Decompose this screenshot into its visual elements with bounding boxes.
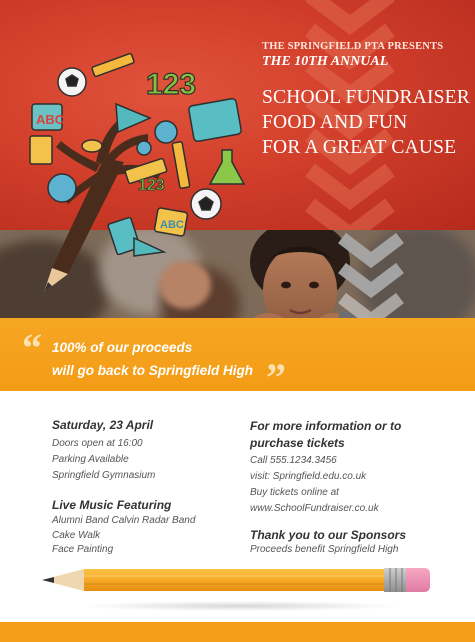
- numbers-label: 123: [138, 177, 165, 194]
- event-detail-venue: Springfield Gymnasium: [52, 470, 156, 481]
- abc-block-label-1: ABC: [36, 112, 65, 127]
- annual-text: THE 10TH ANNUAL: [262, 54, 389, 69]
- music-heading: Live Music Featuring: [52, 498, 172, 512]
- contact-details: [250, 418, 406, 558]
- headline: [262, 85, 470, 160]
- music-item-facepainting: Face Painting: [52, 544, 114, 555]
- quote-line-1: 100% of our proceeds: [52, 340, 193, 355]
- open-quote-icon: “: [22, 325, 42, 370]
- pencil-tree-illustration: [26, 42, 256, 317]
- footer-bar: [0, 622, 475, 642]
- sponsors-heading: Thank you to our Sponsors: [250, 528, 407, 542]
- event-date: Saturday, 23 April: [52, 418, 154, 432]
- event-detail-parking: Parking Available: [52, 454, 129, 465]
- quote-line-2: will go back to Springfield High: [52, 363, 254, 378]
- event-detail-doors: Doors open at 16:00: [52, 438, 143, 449]
- quote-band: [0, 318, 475, 400]
- sponsors-text: Proceeds benefit Springfield High: [250, 544, 399, 555]
- music-item-bands: Alumni Band Calvin Radar Band: [52, 515, 196, 526]
- headline-line-2: FOOD AND FUN: [262, 112, 408, 133]
- headline-line-1: SCHOOL FUNDRAISER: [262, 87, 470, 108]
- contact-tickets-url: www.SchoolFundraiser.co.uk: [250, 503, 379, 514]
- event-details: [52, 418, 195, 558]
- presenter-text: THE SPRINGFIELD PTA PRESENTS: [262, 41, 444, 52]
- contact-phone: Call 555.1234.3456: [250, 455, 337, 466]
- contact-tickets-label: Buy tickets online at: [250, 487, 339, 498]
- contact-heading-line-1: For more information or to: [250, 419, 402, 433]
- music-item-cakewalk: Cake Walk: [52, 529, 101, 541]
- svg-text:123: 123: [146, 68, 197, 101]
- close-quote-icon: ”: [266, 355, 286, 400]
- headline-line-3: FOR A GREAT CAUSE: [262, 137, 457, 158]
- pencil-divider-icon: [40, 566, 435, 612]
- contact-website: visit: Springfield.edu.co.uk: [250, 471, 367, 482]
- contact-heading-line-2: purchase tickets: [250, 436, 345, 450]
- abc-block-label-2: ABC: [160, 219, 184, 231]
